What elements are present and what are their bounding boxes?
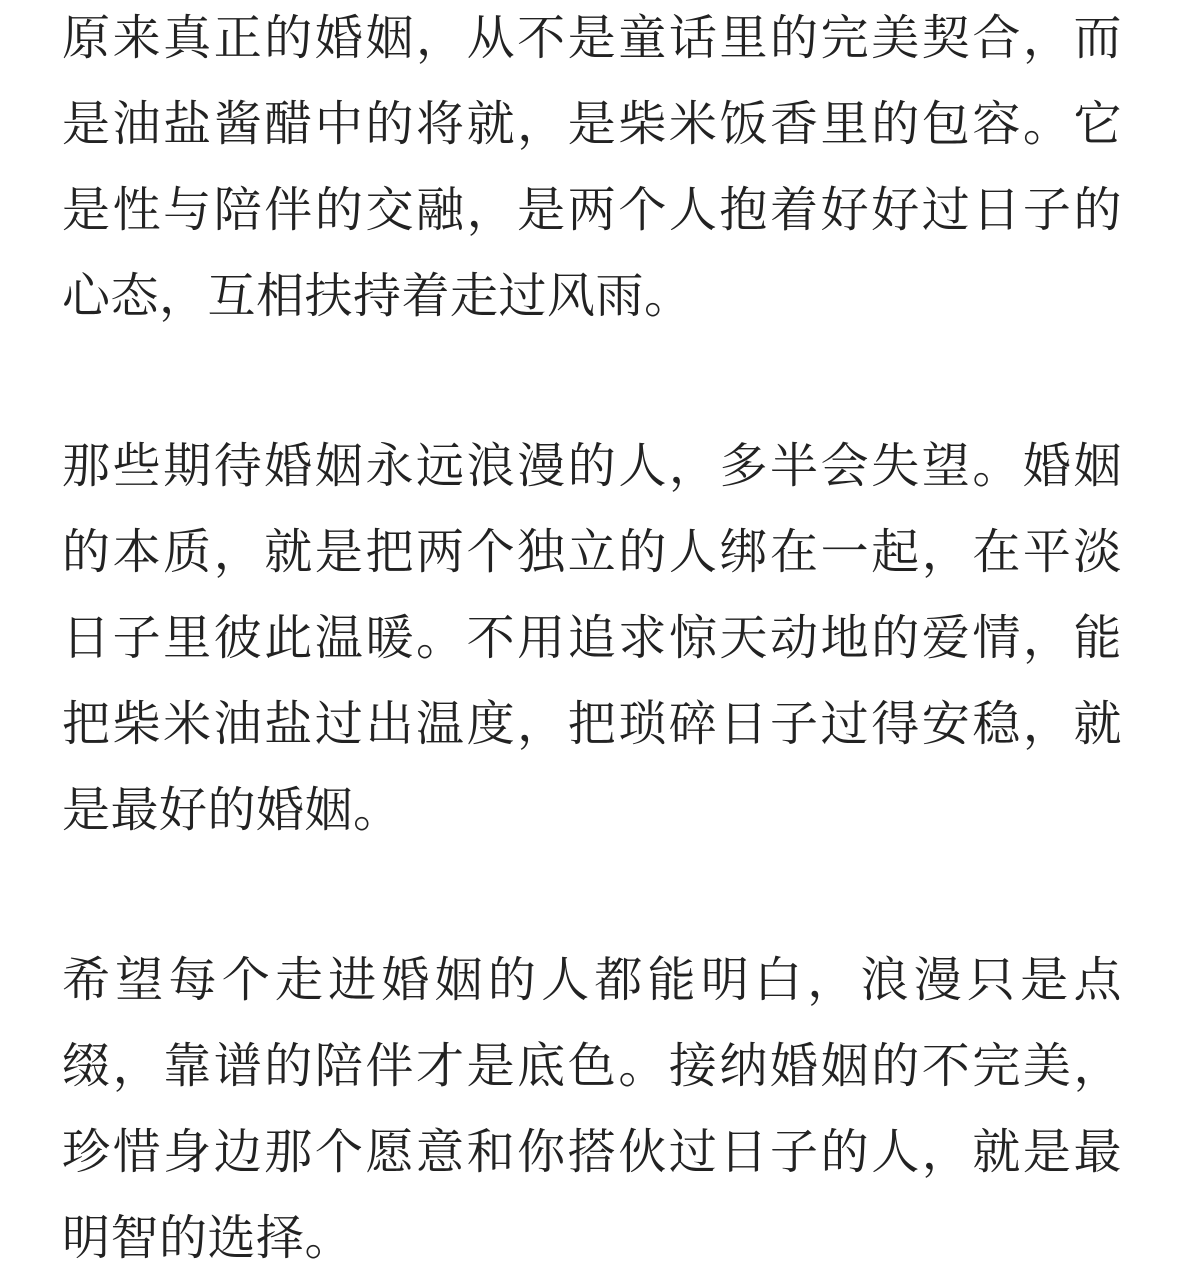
paragraph-3: 希望每个走进婚姻的人都能明白，浪漫只是点缀，靠谱的陪伴才是底色。接纳婚姻的不完美，珍惜身边那个愿意和你搭伙过日子的人，就是最明智的选择。 bbox=[62, 952, 1122, 1266]
paragraph-1: 原来真正的婚姻，从不是童话里的完美契合，而是油盐酱醋中的将就，是柴米饭香里的包容。它是性与陪伴的交融，是两个人抱着好好过日子的心态，互相扶持着走过风雨。 bbox=[62, 10, 1122, 324]
article-body bbox=[62, 0, 1122, 1281]
paragraph-2: 那些期待婚姻永远浪漫的人，多半会失望。婚姻的本质，就是把两个独立的人绑在一起，在平淡日子里彼此温暖。不用追求惊天动地的爱情，能把柴米油盐过出温度，把琐碎日子过得安稳，就是最好的婚姻。 bbox=[62, 438, 1122, 838]
